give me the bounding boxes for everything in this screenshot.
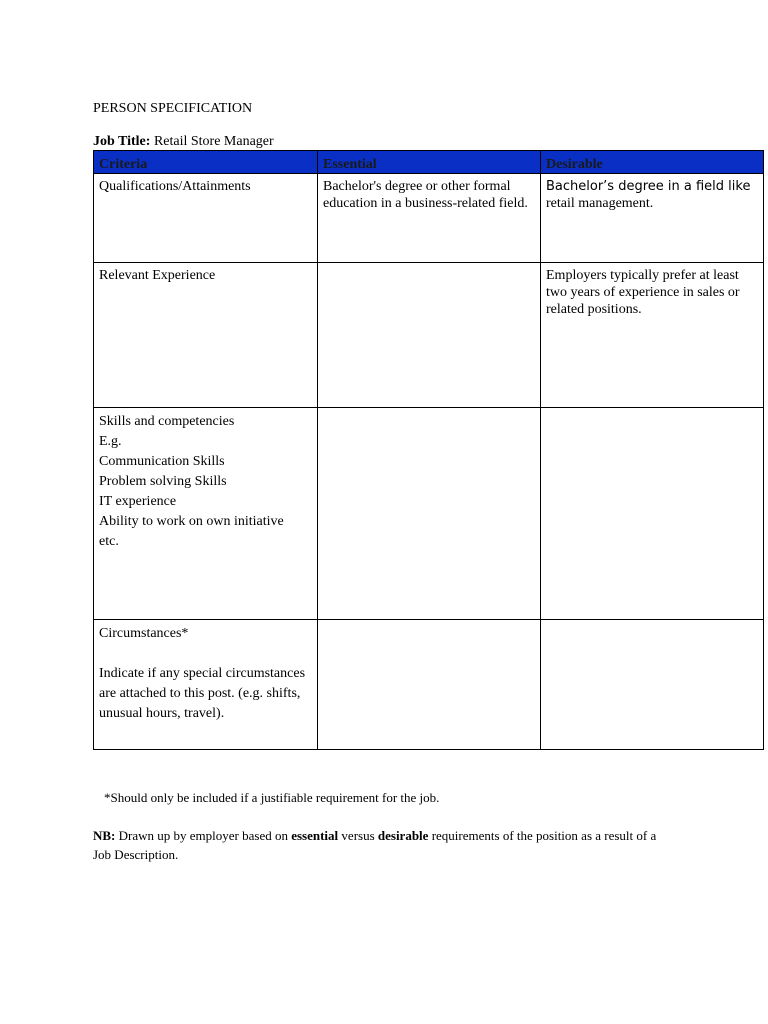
nb-desirable-word: desirable [377,828,429,843]
nb-note [93,826,673,864]
skills-line: Ability to work on own initiative [99,514,284,529]
nb-text-3: requirements of the position as a result of a Job Description. [93,828,657,862]
skills-line: E.g. [99,434,122,449]
table-row-experience [94,263,764,408]
page-title: PERSON SPECIFICATION [93,101,253,116]
header-criteria: Criteria [94,151,318,174]
skills-line: Problem solving Skills [99,474,227,489]
skills-line: Skills and competencies [99,414,235,429]
job-title-line [93,133,274,151]
cell-essential-skills [318,408,541,620]
nb-text-1: Drawn up by employer based on [115,828,292,843]
cell-desirable-qualifications [541,174,764,263]
table-header-row [94,151,764,174]
table-row-skills [94,408,764,620]
cell-desirable-skills [541,408,764,620]
table-row-circumstances [94,620,764,750]
header-desirable: Desirable [541,151,764,174]
nb-essential-word: essential [291,828,339,843]
nb-label: NB: [93,828,116,843]
job-title-value: Retail Store Manager [153,134,274,149]
job-title-label: Job Title: [93,134,151,149]
skills-line: IT experience [99,494,177,509]
cell-desirable-experience: Employers typically prefer at least two years of experience in sales or related positions. [541,263,764,408]
cell-criteria-qualifications: Qualifications/Attainments [94,174,318,263]
cell-criteria-experience: Relevant Experience [94,263,318,408]
circumstances-title: Circumstances* [99,626,189,641]
nb-text-2: versus [338,828,378,843]
person-specification-table [93,150,764,750]
circumstances-note: Indicate if any special circumstances are attached to this post. (e.g. shifts, unusual hours, travel). [99,666,306,721]
table-row-qualifications [94,174,764,263]
cell-criteria-circumstances [94,620,318,750]
desirable-qualifications-line1: Bachelor’s degree in a field like [546,179,751,194]
cell-essential-qualifications: Bachelor's degree or other formal education in a business-related field. [318,174,541,263]
footnote: *Should only be included if a justifiable requirement for the job. [104,790,440,805]
skills-line: Communication Skills [99,454,225,469]
cell-essential-circumstances [318,620,541,750]
skills-line: etc. [99,534,119,549]
cell-essential-experience [318,263,541,408]
cell-criteria-skills [94,408,318,620]
header-essential: Essential [318,151,541,174]
cell-desirable-circumstances [541,620,764,750]
desirable-qualifications-line2: retail management. [546,196,654,211]
